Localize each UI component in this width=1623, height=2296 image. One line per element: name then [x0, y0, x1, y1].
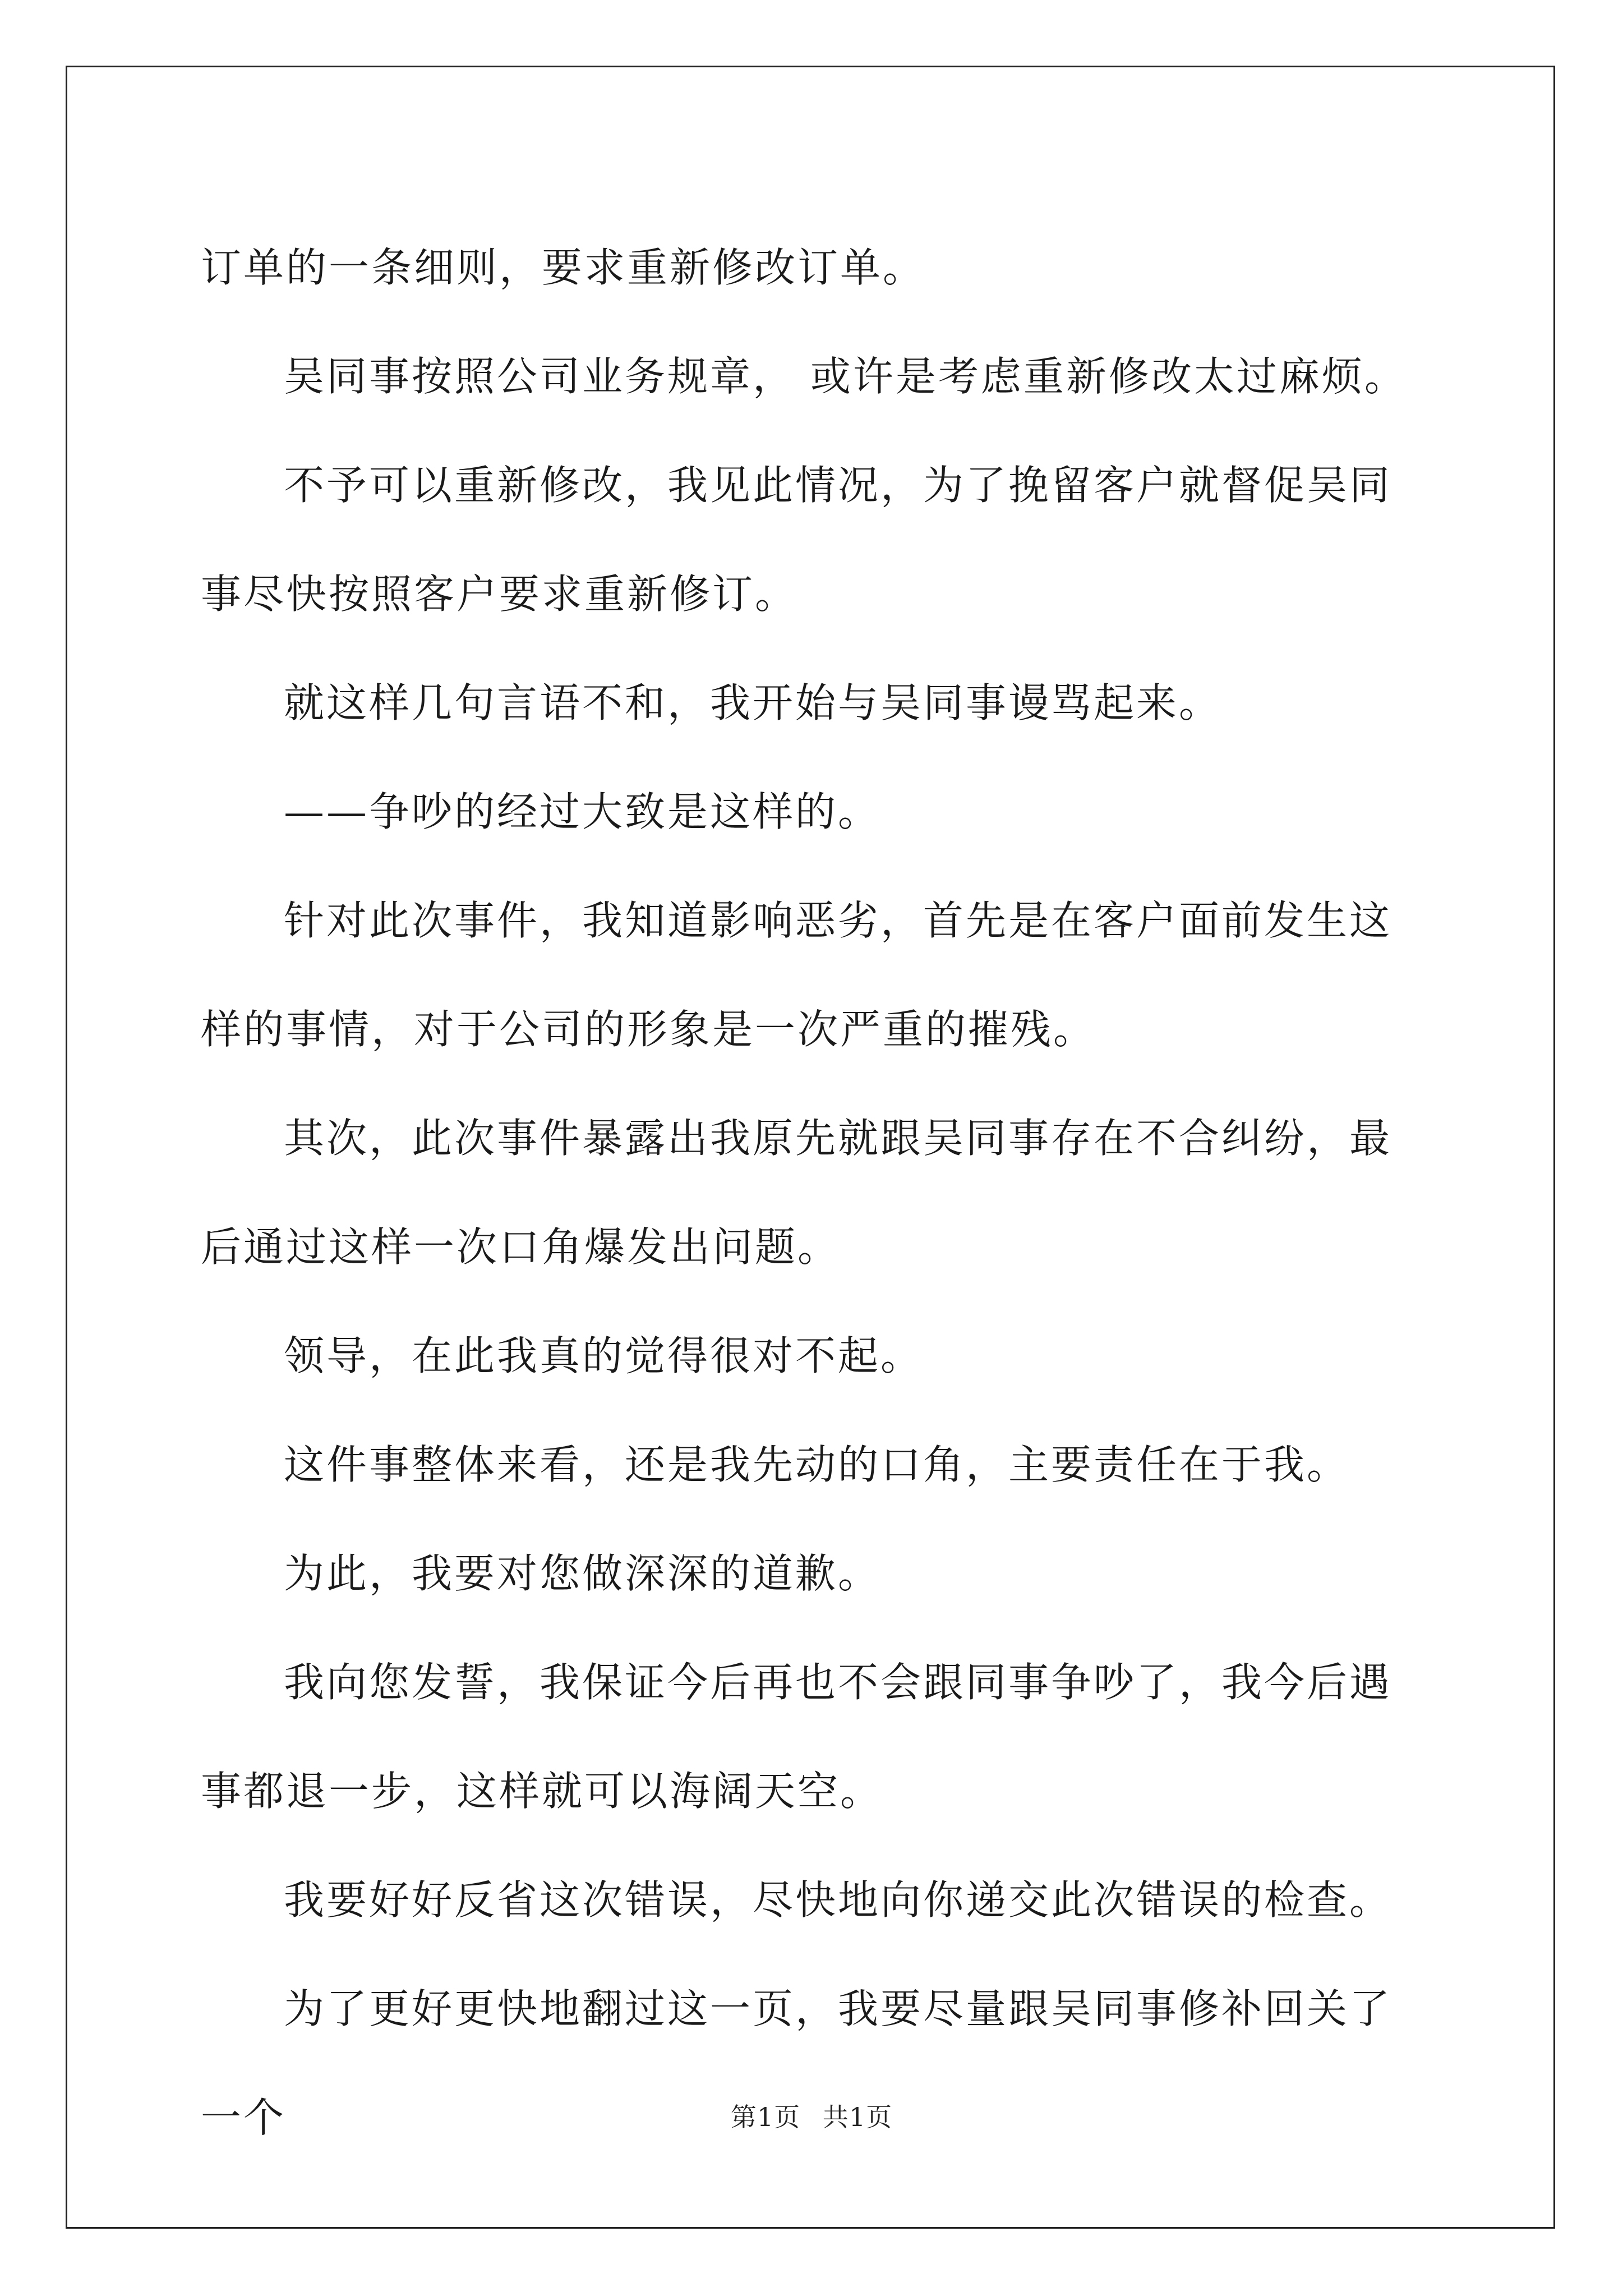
page-number: 第1页 [730, 2102, 801, 2132]
paragraph-12: 我要好好反省这次错误，尽快地向你递交此次错误的检查。 [284, 1876, 1393, 1924]
paragraph-13: 为了更好更快地翻过这一页，我要尽量跟吴同事修补回关了一个 [201, 1985, 1393, 2141]
paragraph-3: 不予可以重新修改，我见此情况，为了挽留客户就督促吴同事尽快按照客户要求重新修订。 [201, 462, 1393, 618]
paragraph-2: 吴同事按照公司业务规章， 或许是考虑重新修改太过麻烦。 [284, 353, 1407, 400]
paragraph-4: 就这样几句言语不和，我开始与吴同事谩骂起来。 [284, 679, 1222, 726]
paragraph-6: 针对此次事件，我知道影响恶劣，首先是在客户面前发生这样的事情，对于公司的形象是一次严重的摧残。 [201, 897, 1393, 1053]
paragraph-7: 其次，此次事件暴露出我原先就跟吴同事存在不合纠纷，最后通过这样一次口角爆发出问题。 [201, 1115, 1393, 1271]
document-body [201, 213, 1429, 2172]
paragraph-9: 这件事整体来看，还是我先动的口角，主要责任在于我。 [284, 1441, 1350, 1488]
paragraph-5: ——争吵的经过大致是这样的。 [284, 788, 881, 835]
paragraph-1: 订单的一条细则，要求重新修改订单。 [201, 244, 926, 291]
paragraph-8: 领导，在此我真的觉得很对不起。 [284, 1332, 924, 1379]
paragraph-11: 我向您发誓，我保证今后再也不会跟同事争吵了，我今后遇事都退一步，这样就可以海阔天空。 [201, 1659, 1393, 1815]
paragraph-10: 为此，我要对您做深深的道歉。 [284, 1550, 881, 1597]
page-footer [0, 2097, 1623, 2134]
page-total: 共1页 [822, 2102, 893, 2132]
